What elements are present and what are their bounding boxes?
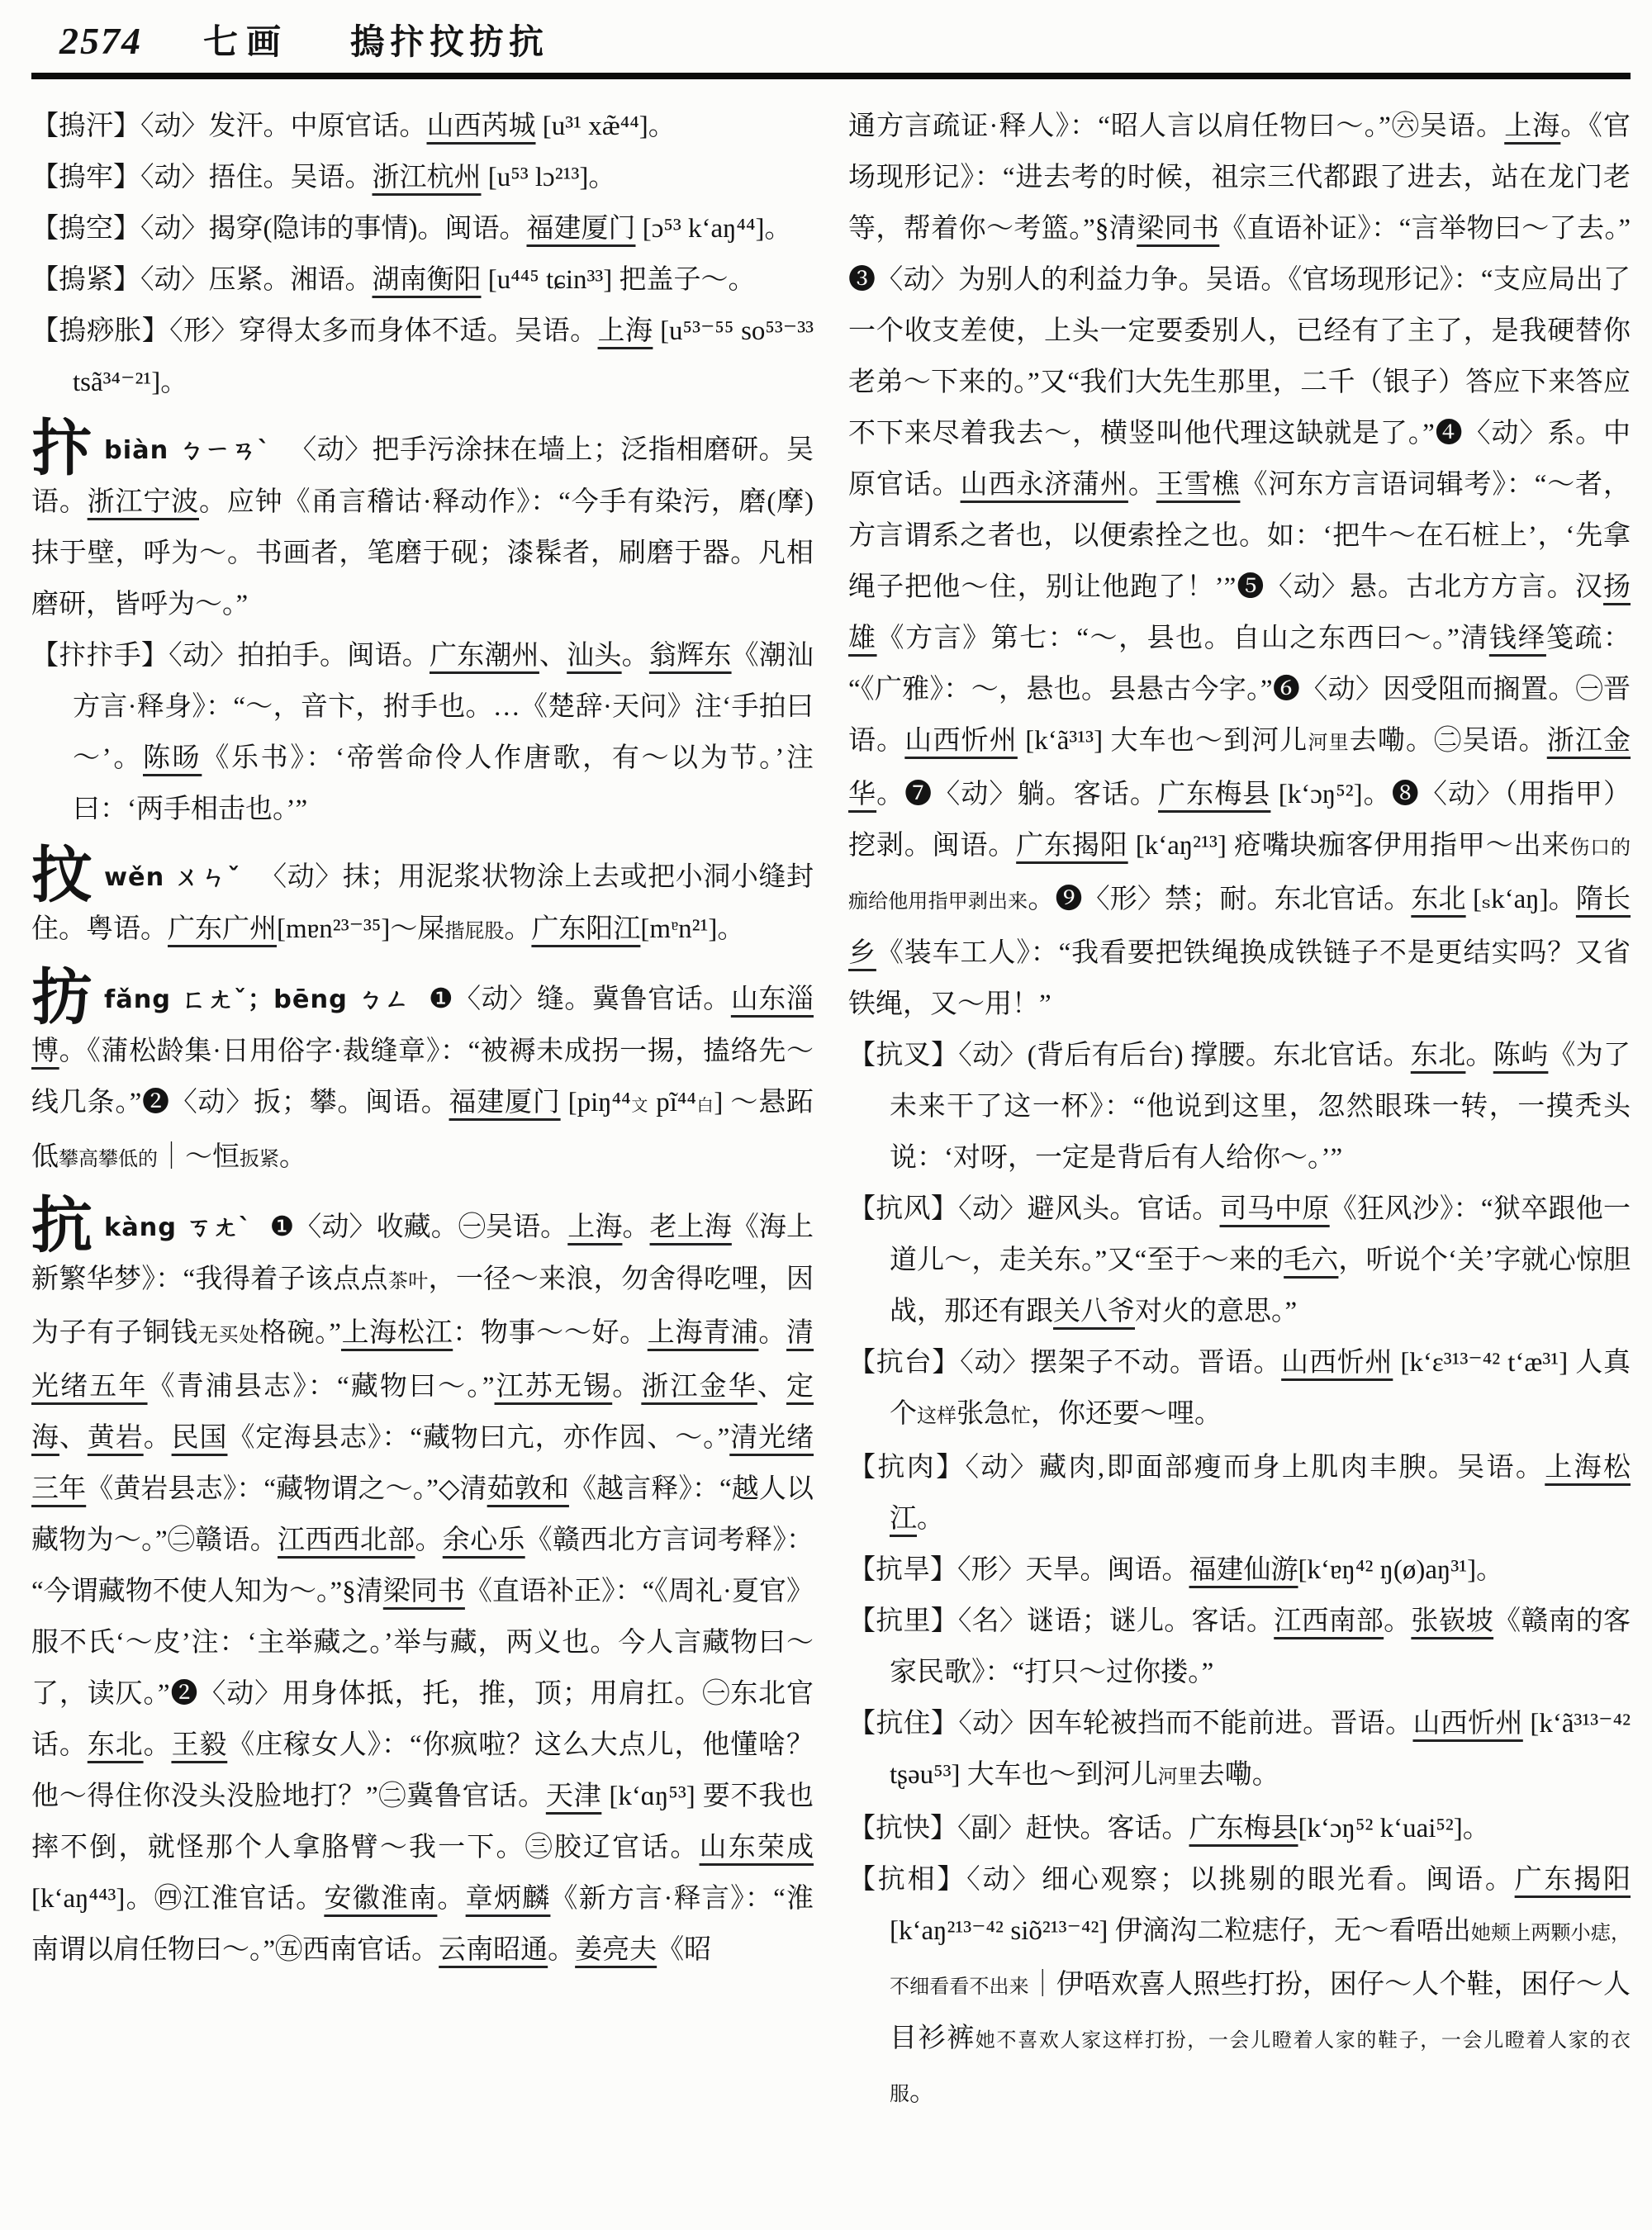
text-run: 笺疏：“《广雅》：～，悬也。县悬古今字。”❻〈动〉因受阻而搁置。㊀晋语。	[848, 624, 1631, 756]
proper-noun: 毛六	[1284, 1245, 1339, 1275]
proper-noun: 山西忻州	[1412, 1709, 1523, 1739]
proper-noun: 王毅	[171, 1730, 228, 1760]
text-run: 【抃抃手】〈动〉拍拍手。闽语。	[31, 641, 430, 671]
proper-noun: 上海	[567, 1212, 623, 1242]
proper-noun: 浙江杭州	[372, 163, 482, 192]
text-run: 她不喜欢人家这样打扮，一会儿瞪着人家的鞋子，一会儿瞪着人家的衣服	[890, 2030, 1631, 2105]
text-run: 【摀痧胀】〈形〉穿得太多而身体不适。吴语。	[31, 316, 598, 346]
proper-noun: 江西西北部	[278, 1525, 415, 1555]
text-run: [kʻaŋ²¹³⁻⁴² siõ²¹³⁻⁴²] 伊滴沟二粒痣仔，无～看唔出	[890, 1916, 1471, 1946]
dictionary-entry	[848, 1184, 1631, 1337]
text-run: 【抗快】〈副〉赶快。客话。	[848, 1814, 1189, 1843]
text-run: 忙	[1011, 1406, 1031, 1427]
proper-noun: 湖南衡阳	[372, 265, 482, 295]
text-run: 。	[143, 1423, 172, 1453]
text-run: 【抗叉】〈动〉(背后有后台) 撑腰。东北官话。	[848, 1041, 1411, 1070]
proper-noun: 钱绎	[1488, 624, 1546, 653]
dictionary-entry	[31, 1193, 814, 1976]
text-run: 《方言》第七：“～，县也。自山之东西曰～。”清	[876, 624, 1489, 653]
text-run: ，一径～来浪，勿舍得吃哩，因为子有子铜钱	[31, 1264, 814, 1348]
dictionary-entry	[848, 1030, 1631, 1184]
head-character: 㧍	[31, 965, 93, 1032]
proper-noun: 山西忻州	[1281, 1348, 1393, 1378]
text-run: 。	[415, 1525, 443, 1555]
proper-noun: 章炳麟	[465, 1884, 551, 1914]
dictionary-entry	[848, 1337, 1631, 1442]
proper-noun: 东北	[87, 1730, 144, 1760]
text-run: [mɐn²³⁻³⁵]～屎	[277, 914, 445, 944]
proper-noun: 老上海	[649, 1212, 732, 1242]
text-run: 、	[539, 641, 567, 671]
text-run: 。❼〈动〉躺。客话。	[876, 780, 1159, 809]
text-run: 。	[437, 1884, 466, 1914]
text-run: [kʻɐŋ⁴² ŋ(ø)aŋ³¹]。	[1298, 1555, 1504, 1585]
text-run: 。	[143, 1730, 172, 1760]
text-run: 【抗风】〈动〉避风头。官话。	[848, 1194, 1220, 1224]
text-run: 。	[1384, 1606, 1412, 1636]
right-column	[848, 101, 1631, 2120]
text-run: 。	[909, 2077, 937, 2107]
text-run: 去嘞。㊁吴语。	[1349, 726, 1547, 756]
text-run: ｜伊唔欢喜人照些打扮，困仔～人个鞋，困仔～人目衫裤	[890, 1970, 1631, 2053]
text-run: 《赣西北方言词考释》：“今谓藏物不使人知为～。”§清	[31, 1525, 814, 1606]
proper-noun: 茹敦和	[487, 1474, 569, 1504]
dictionary-entry	[31, 965, 814, 1185]
text-run: 对火的意思。”	[1135, 1297, 1298, 1326]
text-run: 【抗里】〈名〉谜语；谜儿。客话。	[848, 1606, 1275, 1636]
text-run: 伤口的痂给他用指甲剥出来	[848, 837, 1631, 913]
text-run: [kʻã³¹³] 大车也～到河儿	[1017, 726, 1308, 756]
proper-noun: 福建厦门	[526, 214, 636, 244]
text-run: 揩屁股	[444, 921, 505, 942]
proper-noun: 广东阳江	[531, 914, 641, 944]
text-run: 【抗相】〈动〉细心观察；以挑剔的眼光看。闽语。	[848, 1865, 1515, 1895]
text-run: [kʻɑŋ⁵³] 要不我也摔不倒，就怪那个人拿胳臂～我一下。㊂胶辽官话。	[31, 1782, 814, 1862]
text-run: 。	[504, 914, 532, 944]
text-run: 《黄岩县志》：“藏物谓之～。”◇清	[86, 1474, 487, 1504]
text-run: 扳紧	[240, 1149, 279, 1170]
text-run: 无买处	[197, 1325, 259, 1346]
text-run: 《直语补证》：“言举物曰～了去。”❸〈动〉为别人的利益力争。吴语。《官场现形记》：“支应局出了一个收支差使，上头一定要委别人，已经有了主了，是我硬替你老弟～下来的。”又“我们大先生那里，二千（银子）答应下来答应不下来尽着我去～，横竖叫他代理这缺就是了。”❹〈动〉系。中原官话。	[848, 214, 1631, 500]
text-run: [u⁵³⁻⁵⁵ so⁵³⁻³³ tsã³⁴⁻²¹]。	[73, 316, 814, 397]
head-character: 抆	[31, 842, 93, 910]
dictionary-entry	[848, 1596, 1631, 1698]
text-run: 。	[622, 1212, 650, 1242]
text-run: 。	[621, 641, 649, 671]
text-run: ，你还要～哩。	[1031, 1399, 1222, 1429]
text-run: [u³¹ xæ̃⁴⁴]。	[535, 112, 676, 141]
proper-noun: 广东梅县	[1189, 1814, 1298, 1843]
text-run: [ₛkʻaŋ]。	[1465, 885, 1576, 914]
proper-noun: 扬雄	[848, 572, 1631, 653]
text-run: 。❾〈形〉禁；耐。东北官话。	[1028, 885, 1412, 914]
left-column	[31, 101, 814, 2120]
text-run: pĩ⁴⁴	[648, 1088, 696, 1117]
proper-noun: 福建仙游	[1189, 1555, 1298, 1585]
text-run: 《赣南的客家民歌》：“打只～过你搂。”	[890, 1606, 1631, 1687]
stroke-section-label: 七画	[203, 24, 290, 62]
header-rule	[31, 73, 1631, 79]
page-number: 2574	[59, 20, 142, 62]
dictionary-entry	[848, 1544, 1631, 1596]
text-run: 。应钟《甬言稽诂·释动作》：“今手有染污，磨(摩)抹于壁，呼为～。书画者，笔磨于砚；漆髹者，刷磨于器。凡相磨研，皆呼为～。”	[31, 487, 814, 619]
dictionary-entry	[848, 1854, 1631, 2120]
text-run: [u⁵³ lɔ²¹³]。	[481, 163, 616, 192]
text-run: [mᵄn²¹]。	[640, 914, 745, 944]
proper-noun: 东北	[1410, 1041, 1466, 1070]
proper-noun: 浙江金华	[641, 1372, 757, 1402]
text-run: 。	[612, 1372, 642, 1402]
text-run: 《青浦县志》：“藏物曰～。”	[147, 1372, 495, 1402]
text-run: 《直语补正》：“《周礼·夏官》服不氏‘～皮’注：‘主举藏之。’举与藏，两义也。今人言藏物曰～了，读仄。”❷〈动〉用身体抵，托，推，顶；用肩扛。㊀东北官话。	[31, 1577, 814, 1760]
text-run: 。	[279, 1142, 306, 1172]
text-run: 。	[548, 1935, 576, 1965]
text-run: ｜～恒	[158, 1142, 240, 1172]
proper-noun: 广东揭阳	[1514, 1865, 1631, 1895]
proper-noun: 黄岩	[87, 1423, 144, 1453]
text-run: 《海上新繁华梦》：“我得着子该点点	[31, 1212, 814, 1294]
text-run: 《定海县志》：“藏物曰亢，亦作囥、～。”	[227, 1423, 730, 1453]
dictionary-entry	[31, 203, 814, 254]
proper-noun: 王雪樵	[1156, 470, 1241, 500]
proper-noun: 民国	[171, 1423, 228, 1453]
text-run: 《为了未来干了这一杯》：“他说到这里，忽然眼珠一转，一摸秃头说：‘对呀，一定是背后有人给你～。’”	[890, 1041, 1631, 1173]
proper-noun: 清光绪五年	[31, 1318, 814, 1402]
proper-noun: 隋长乡	[848, 885, 1631, 968]
text-run: [kʻã³¹³⁻⁴² tʂəu⁵³] 大车也～到河儿	[890, 1709, 1631, 1790]
proper-noun: 关八爷	[1053, 1297, 1135, 1326]
dictionary-entry	[31, 306, 814, 408]
text-run: 这样	[917, 1406, 957, 1427]
proper-noun: 云南昭通	[439, 1935, 548, 1965]
text-run: 【抗旱】〈形〉天旱。闽语。	[848, 1555, 1189, 1585]
proper-noun: 姜亮夫	[575, 1935, 657, 1965]
text-run: 攀高攀低的	[59, 1149, 158, 1170]
proper-noun: 山西永济蒲州	[960, 470, 1128, 500]
text-run: 《新方言·释言》：“淮南谓以肩任物曰～。”㊄西南官话。	[31, 1884, 814, 1965]
proper-noun: 梁同书	[382, 1577, 465, 1606]
dictionary-entry	[31, 152, 814, 203]
text-run: 白	[695, 1097, 714, 1115]
proper-noun: 山西芮城	[426, 112, 536, 141]
text-run: 、	[59, 1423, 88, 1453]
proper-noun: 广东潮州	[429, 641, 539, 671]
proper-noun: 广东广州	[168, 914, 277, 944]
proper-noun: 山东荣成	[699, 1833, 814, 1862]
proper-noun: 余心乐	[442, 1525, 525, 1555]
text-run: 《潮汕方言·释身》：“～，音卞，拊手也。…《楚辞·天问》注‘手拍曰～’。	[73, 641, 814, 773]
text-run: 〈动〉抹；用泥浆状物涂上去或把小洞小缝封住。粤语。	[31, 862, 814, 944]
text-columns	[31, 101, 1631, 2120]
proper-noun: 司马中原	[1219, 1194, 1330, 1224]
text-run: 。	[758, 1318, 787, 1348]
text-run: 《乐书》：‘帝喾命伶人作唐歌，有～以为节。’注曰：‘两手相击也。’”	[73, 743, 814, 824]
text-run: [piŋ⁴⁴	[560, 1088, 631, 1117]
proper-noun: 上海青浦	[647, 1318, 759, 1348]
proper-noun: 上海	[597, 316, 653, 346]
text-run: 《河东方言语词辑考》：“～者，方言谓系之者也，以便索拴之也。如：‘把牛～在石桩上’，‘先拿绳子把他～住，别让他跑了！’”❺〈动〉悬。古北方方言。汉	[848, 470, 1631, 602]
proper-noun: 江西南部	[1274, 1606, 1384, 1636]
proper-noun: 上海	[1504, 112, 1561, 141]
text-run: 。	[917, 1504, 944, 1534]
text-run: 《狂风沙》：“狱卒跟他一道儿～，走关东。”又“至于～来的	[890, 1194, 1631, 1275]
proper-noun: 张嵚坡	[1411, 1606, 1494, 1636]
text-run: 格碗。”	[259, 1318, 341, 1348]
proper-noun: 东北	[1411, 885, 1466, 914]
pinyin-zhuyin: wěn ㄨㄣˇ	[104, 863, 252, 892]
text-run: [kʻaŋ²¹³] 疮嘴块痂客伊用指甲～出来	[1127, 831, 1570, 861]
proper-noun: 安徽淮南	[324, 1884, 438, 1914]
text-run: 通方言疏证·释人》：“昭人言以肩任物曰～。”㊅吴语。	[848, 112, 1505, 141]
proper-noun: 梁同书	[1137, 214, 1220, 244]
text-run: 【抗台】〈动〉摆架子不动。晋语。	[848, 1348, 1282, 1378]
dictionary-entry	[848, 1442, 1631, 1544]
text-run: [u⁴⁴⁵ tɕin³³] 把盖子～。	[481, 265, 756, 295]
head-characters-list: 摀抃抆㧍抗	[350, 24, 549, 62]
text-run: 《昭	[657, 1935, 712, 1965]
proper-noun: 福建厦门	[449, 1088, 561, 1117]
dictionary-entry	[31, 630, 814, 835]
proper-noun: 上海松江	[890, 1453, 1631, 1534]
text-run: 【抗肉】〈动〉藏肉,即面部瘦而身上肌肉丰腴。吴语。	[848, 1453, 1545, 1483]
text-run: [kʻɔŋ⁵²]。❽〈动〉（用指甲）挖剥。闽语。	[848, 780, 1631, 861]
proper-noun: 翁辉东	[648, 641, 732, 671]
text-run: [ɔ⁵³ kʻaŋ⁴⁴]。	[635, 214, 792, 244]
text-run: ❶〈动〉缝。冀鲁官话。	[428, 985, 731, 1014]
text-run: 《庄稼女人》：“你疯啦？这么大点儿，他懂啥？他～得住你没头没脸地打？”㊁冀鲁官话。	[31, 1730, 814, 1811]
head-character: 抃	[31, 415, 93, 483]
text-run: 《装车工人》：“我看要把铁绳换成铁链子不是更结实吗？又省铁绳，又～用！”	[848, 938, 1631, 1019]
proper-noun: 江苏无锡	[494, 1372, 613, 1402]
text-run: 《越言释》：“越人以藏物为～。”㊁赣语。	[31, 1474, 814, 1555]
text-run: 文	[630, 1097, 649, 1115]
text-run: 【摀汗】〈动〉发汗。中原官话。	[31, 112, 427, 141]
dictionary-entry	[848, 1698, 1631, 1803]
text-run: 。	[1465, 1041, 1493, 1070]
proper-noun: 定海	[31, 1372, 814, 1453]
text-run: 【抗住】〈动〉因车轮被挡而不能前进。晋语。	[848, 1709, 1413, 1739]
dictionary-entry	[31, 842, 814, 957]
text-run: 茶叶	[387, 1271, 429, 1293]
text-run: 、	[757, 1372, 787, 1402]
text-run: 河里	[1157, 1767, 1198, 1788]
dictionary-entry	[848, 1803, 1631, 1854]
proper-noun: 陈屿	[1493, 1041, 1549, 1070]
page-header	[31, 8, 1631, 73]
pinyin-zhuyin: kàng ㄎㄤˋ	[104, 1213, 262, 1242]
dictionary-entry	[848, 101, 1631, 1030]
proper-noun: 清光绪三年	[31, 1423, 814, 1504]
proper-noun: 广东梅县	[1158, 780, 1271, 809]
text-run: ：物事～～好。	[453, 1318, 648, 1348]
text-run: [kʻɛ³¹³⁻⁴² tʻæ³¹] 人真个	[890, 1348, 1631, 1429]
text-run: 她颊上两颗小痣，不细看看不出来	[890, 1923, 1631, 1998]
text-run: 。《蒲松龄集·日用俗字·裁缝章》：“被褥未成拐一掦，搕络先～线几条。”❷〈动〉扳；攀。闽语。	[31, 1037, 814, 1117]
proper-noun: 浙江金华	[848, 726, 1631, 809]
text-run: 〈动〉把手污涂抹在墙上；泛指相磨研。吴语。	[31, 435, 814, 517]
text-run: 。	[1127, 470, 1156, 500]
dictionary-entry	[31, 254, 814, 306]
pinyin-zhuyin: biàn ㄅㄧㄢˋ	[104, 436, 282, 465]
pinyin-zhuyin: fǎng ㄈㄤˇ；bēng ㄅㄥ	[104, 985, 420, 1014]
head-character: 抗	[31, 1193, 93, 1260]
text-run: 【摀空】〈动〉揭穿(隐讳的事情)。闽语。	[31, 214, 527, 244]
text-run: 张急	[957, 1399, 1011, 1429]
proper-noun: 山西忻州	[904, 726, 1018, 756]
proper-noun: 浙江宁波	[87, 487, 199, 517]
text-run: 去嘞。	[1197, 1760, 1279, 1790]
text-run: 【摀牢】〈动〉捂住。吴语。	[31, 163, 373, 192]
proper-noun: 天津	[545, 1782, 602, 1811]
text-run: [kʻaŋ⁴⁴³]。㊃江淮官话。	[31, 1884, 325, 1914]
proper-noun: 山东淄博	[31, 985, 814, 1066]
text-run: 河里	[1308, 733, 1350, 754]
proper-noun: 汕头	[567, 641, 622, 671]
dictionary-entry	[31, 101, 814, 152]
text-run: ] ～悬跖低	[31, 1088, 814, 1172]
proper-noun: 广东揭阳	[1016, 831, 1128, 861]
text-run: ，听说个‘关’字就心惊胆战，那还有跟	[890, 1245, 1631, 1326]
dictionary-entry	[31, 415, 814, 630]
proper-noun: 上海松江	[340, 1318, 453, 1348]
text-run: [kʻɔŋ⁵² kʻuai⁵²]。	[1298, 1814, 1490, 1843]
text-run: 。《官场现形记》：“进去考的时候，祖宗三代都跟了进去，站在龙门老等，帮着你～考篮。”§清	[848, 112, 1631, 244]
text-run: 【摀紧】〈动〉压紧。湘语。	[31, 265, 373, 295]
proper-noun: 陈旸	[143, 743, 202, 773]
text-run: ❶〈动〉收藏。㊀吴语。	[269, 1212, 568, 1242]
